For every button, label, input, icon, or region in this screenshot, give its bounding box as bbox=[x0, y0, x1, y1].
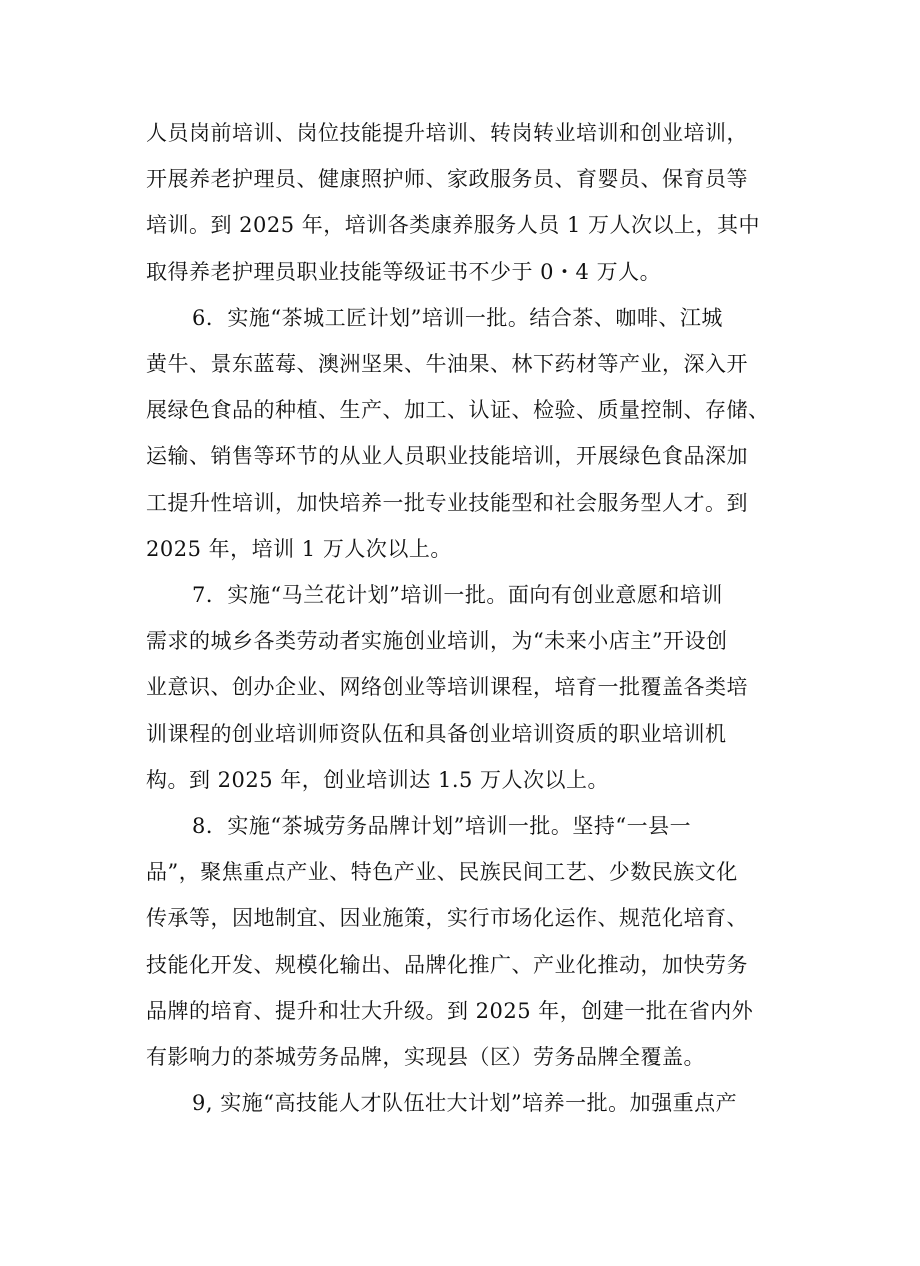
text-line: 2025 年，培训 1 万人次以上。 bbox=[146, 536, 452, 561]
paragraph-item-8 bbox=[146, 803, 786, 1080]
text-line: 工提升性培训，加快培养一批专业技能型和社会服务型人才。到 bbox=[146, 490, 748, 515]
text-line: 8．实施“茶城劳务品牌计划”培训一批。坚持“一县一 bbox=[192, 814, 692, 839]
text-line: 品”，聚焦重点产业、特色产业、民族民间工艺、少数民族文化 bbox=[146, 860, 738, 885]
paragraph-item-9 bbox=[146, 1080, 786, 1126]
text-line: 传承等，因地制宜、因业施策，实行市场化运作、规范化培育、 bbox=[146, 906, 748, 931]
text-line: 需求的城乡各类劳动者实施创业培训，为“未来小店主”开设创 bbox=[146, 629, 728, 654]
text-line: 训课程的创业培训师资队伍和具备创业培训资质的职业培训机 bbox=[146, 721, 727, 746]
text-line: 技能化开发、规模化输出、品牌化推广、产业化推动，加快劳务 bbox=[146, 952, 748, 977]
paragraph-kangyang-training bbox=[146, 110, 786, 295]
text-line: 9, 实施“高技能人才队伍壮大计划”培养一批。加强重点产 bbox=[192, 1091, 738, 1116]
text-line: 培训。到 2025 年，培训各类康养服务人员 1 万人次以上，其中 bbox=[146, 213, 761, 238]
text-line: 开展养老护理员、健康照护师、家政服务员、育婴员、保育员等 bbox=[146, 167, 748, 192]
text-line: 人员岗前培训、岗位技能提升培训、转岗转业培训和创业培训， bbox=[146, 121, 748, 145]
text-line: 有影响力的茶城劳务品牌，实现县（区）劳务品牌全覆盖。 bbox=[146, 1045, 705, 1070]
text-line: 业意识、创办企业、网络创业等培训课程，培育一批覆盖各类培 bbox=[146, 675, 748, 700]
text-line: 黄牛、景东蓝莓、澳洲坚果、牛油果、林下药材等产业，深入开 bbox=[146, 352, 748, 377]
paragraph-item-7 bbox=[146, 572, 786, 803]
text-line: 展绿色食品的种植、生产、加工、认证、检验、质量控制、存储、 bbox=[146, 398, 770, 423]
text-line: 运输、销售等环节的从业人员职业技能培训，开展绿色食品深加 bbox=[146, 444, 748, 469]
text-line: 取得养老护理员职业技能等级证书不少于 0・4 万人。 bbox=[146, 259, 662, 284]
text-line: 品牌的培育、提升和壮大升级。到 2025 年，创建一批在省内外 bbox=[146, 998, 754, 1023]
text-line: 构。到 2025 年，创业培训达 1.5 万人次以上。 bbox=[146, 767, 610, 792]
document-body bbox=[146, 110, 786, 1126]
text-line: 6．实施“茶城工匠计划”培训一批。结合茶、咖啡、江城 bbox=[192, 305, 723, 330]
paragraph-item-6 bbox=[146, 295, 786, 572]
text-line: 7．实施“马兰花计划”培训一批。面向有创业意愿和培训 bbox=[192, 583, 723, 608]
